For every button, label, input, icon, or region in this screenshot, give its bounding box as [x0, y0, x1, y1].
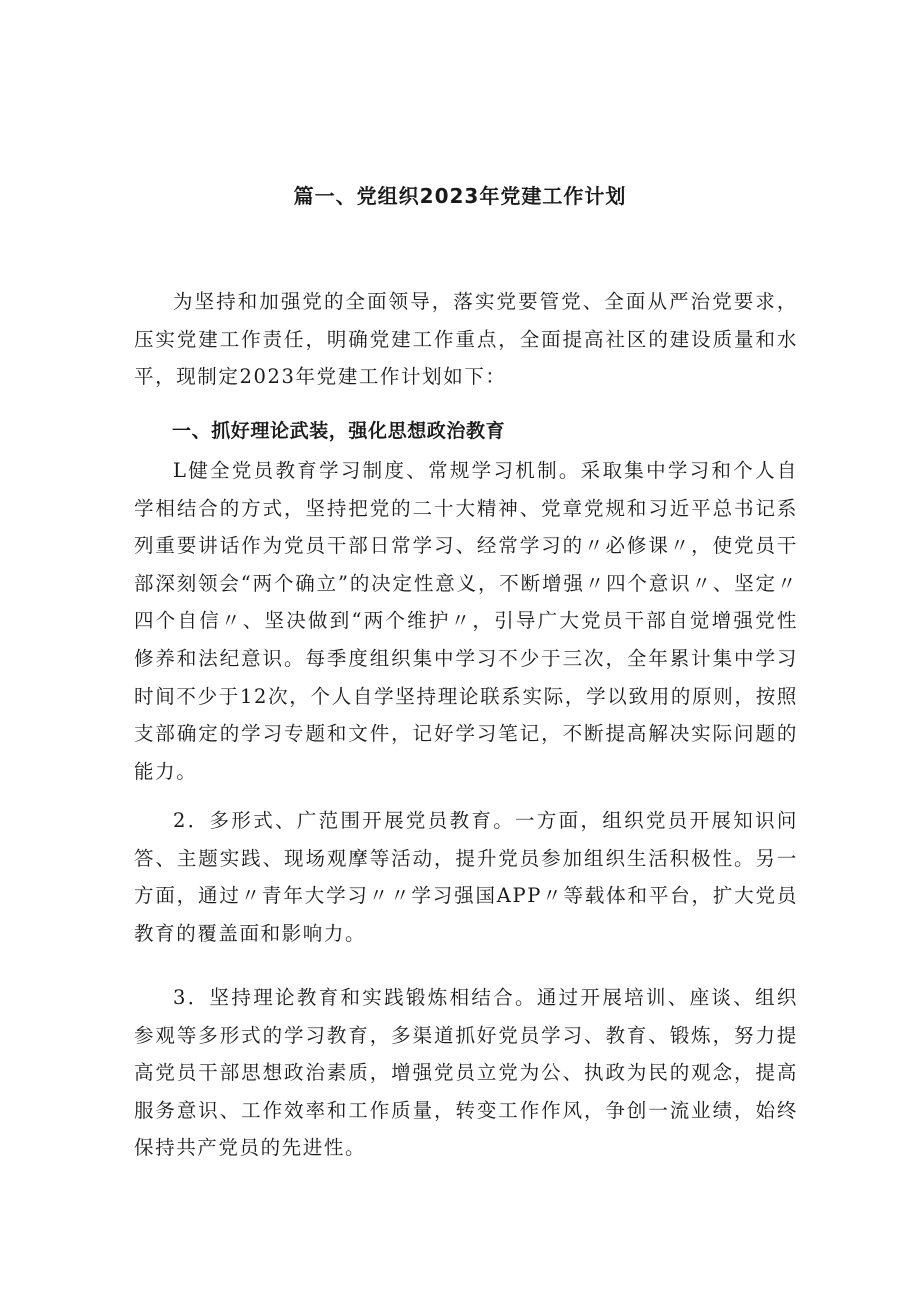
document-title: 篇一、党组织2023年党建工作计划: [293, 184, 627, 208]
item-paragraph-2: 2．多形式、广范围开展党员教育。一方面，组织党员开展知识问答、主题实践、现场观摩等活动，提升党员参加组织生活积极性。另一方面，通过〃青年大学习〃〃学习强国APP〃等载体和平台，扩大党员教育的覆盖面和影响力。: [134, 809, 798, 945]
section-heading: 一、抓好理论武装，强化思想政治教育: [172, 420, 506, 442]
intro-paragraph: 为坚持和加强党的全面领导，落实党要管党、全面从严治党要求，压实党建工作责任，明确党建工作重点，全面提高社区的建设质量和水平，现制定2023年党建工作计划如下：: [134, 290, 798, 389]
item-paragraph-3: 3．坚持理论教育和实践锻炼相结合。通过开展培训、座谈、组织参观等多形式的学习教育，多渠道抓好党员学习、教育、锻炼，努力提高党员干部思想政治素质，增强党员立党为公、执政为民的观念，提高服务意识、工作效率和工作质量，转变工作作风，争创一流业绩，始终保持共产党员的先进性。: [134, 986, 798, 1160]
item-paragraph-1: L健全党员教育学习制度、常规学习机制。采取集中学习和个人自学相结合的方式，坚持把党的二十大精神、党章党规和习近平总书记系列重要讲话作为党员干部日常学习、经常学习的〃必修课〃，使党员干部深刻领会“两个确立”的决定性意义，不断增强〃四个意识〃、坚定〃四个自信〃、坚决做到“两个维护〃，引导广大党员干部自觉增强党性修养和法纪意识。每季度组织集中学习不少于三次，全年累计集中学习时间不少于12次，个人自学坚持理论联系实际，学以致用的原则，按照支部确定的学习专题和文件，记好学习笔记，不断提高解决实际问题的能力。: [134, 459, 798, 783]
